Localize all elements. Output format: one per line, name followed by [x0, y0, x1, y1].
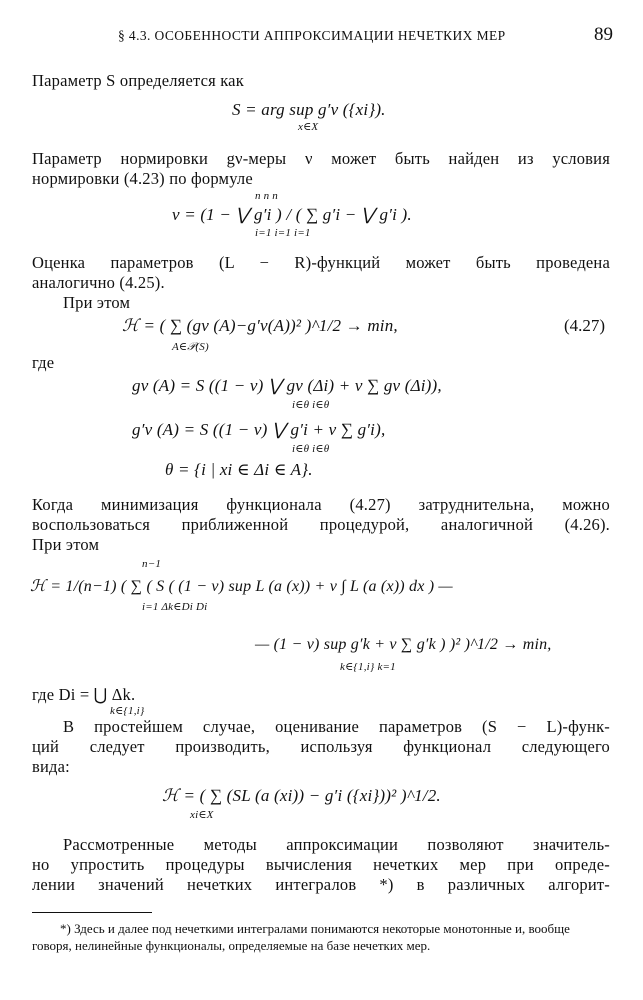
formula-h-sl: ℋ = ( ∑ (SL (a (xi)) − g′i ({xi}))² )^1/2.	[162, 786, 441, 805]
running-header: § 4.3. ОСОБЕННОСТИ АППРОКСИМАЦИИ НЕЧЕТКИХ МЕР	[118, 28, 506, 43]
formula-nu-superscript: n n n	[255, 190, 278, 202]
equation-number: (4.27)	[564, 316, 606, 335]
paragraph-line: Оценка параметров (L − R)-функций может быть проведена	[32, 253, 610, 272]
formula-h-min: ℋ = ( ∑ (gν (A)−g′ν(A))² )^1/2 → min,	[122, 316, 398, 335]
paragraph-line: При этом	[32, 535, 100, 554]
paragraph-line: но упростить процедуры вычисления нечетких мер при опреде-	[32, 855, 610, 874]
formula-s-subscript: x∈X	[298, 121, 319, 133]
paragraph-line: воспользоваться приближенной процедурой, аналогичной (4.26).	[32, 515, 610, 534]
paragraph-line: Когда минимизация функционала (4.27) затруднительна, можно	[32, 495, 610, 514]
formula-g-nu: gν (A) = S ((1 − ν) ⋁ gν (Δi) + ν ∑ gν (Δi)),	[132, 376, 442, 395]
footnote: *) Здесь и далее под нечеткими интегралами понимаются некоторые монотонные и, вообще говоря, нелинейные функционалы, определяемые на базе нечетких мер.	[32, 921, 570, 953]
formula-nu-subscript: i=1 i=1 i=1	[255, 227, 311, 239]
paragraph-line: Рассмотренные методы аппроксимации позволяют значитель-	[63, 835, 610, 854]
paragraph-line: нормировки (4.23) по формуле	[32, 169, 253, 188]
paragraph-line: При этом	[63, 293, 131, 312]
formula-g-prime-nu: g′ν (A) = S ((1 − ν) ⋁ g′i + ν ∑ g′i),	[132, 420, 386, 439]
paragraph-line: В простейшем случае, оценивание параметров (S − L)-функ-	[63, 717, 610, 736]
paragraph-line: аналогично (4.25).	[32, 273, 165, 292]
paragraph-line: Параметр нормировки gν-меры ν может быть найден из условия	[32, 149, 610, 168]
footnote-divider	[32, 912, 152, 913]
page-number: 89	[594, 24, 613, 45]
formula-theta: θ = {i | xi ∈ Δi ∈ A}.	[165, 460, 313, 479]
paragraph-line: вида:	[32, 757, 70, 776]
paragraph-line: лении значений нечетких интегралов *) в различных алгорит-	[32, 875, 610, 894]
formula-h-approx-superscript: n−1	[142, 558, 162, 570]
formula-g-prime-nu-subscript: i∈θ i∈θ	[292, 443, 330, 455]
paragraph-line: ций следует производить, используя функционал следующего	[32, 737, 610, 756]
formula-h-approx-line2: — (1 − ν) sup g′k + ν ∑ g′k ) )² )^1/2 → min,	[255, 636, 552, 653]
paragraph-line: где	[32, 353, 55, 372]
formula-h-approx-line1: ℋ = 1/(n−1) ( ∑ ( S ( (1 − ν) sup L (a (x)) + ν ∫ L (a (x)) dx ) —	[30, 578, 453, 595]
formula-di-subscript: k∈{1,i}	[110, 705, 145, 717]
formula-h-approx-line2-subscript: k∈{1,i} k=1	[340, 661, 396, 673]
formula-h-sl-subscript: xi∈X	[190, 809, 214, 821]
formula-h-approx-line1-subscript: i=1 Δk∈Di Di	[142, 601, 208, 613]
formula-g-nu-subscript: i∈θ i∈θ	[292, 399, 330, 411]
paragraph-line: Параметр S определяется как	[32, 71, 244, 90]
paragraph-line: где Di = ⋃ Δk.	[32, 685, 136, 704]
formula-s: S = arg sup g′ν ({xi}).	[232, 100, 386, 119]
formula-h-min-subscript: A∈𝒫(S)	[172, 341, 209, 353]
formula-nu: ν = (1 − ⋁ g′i ) / ( ∑ g′i − ⋁ g′i ).	[172, 205, 412, 224]
